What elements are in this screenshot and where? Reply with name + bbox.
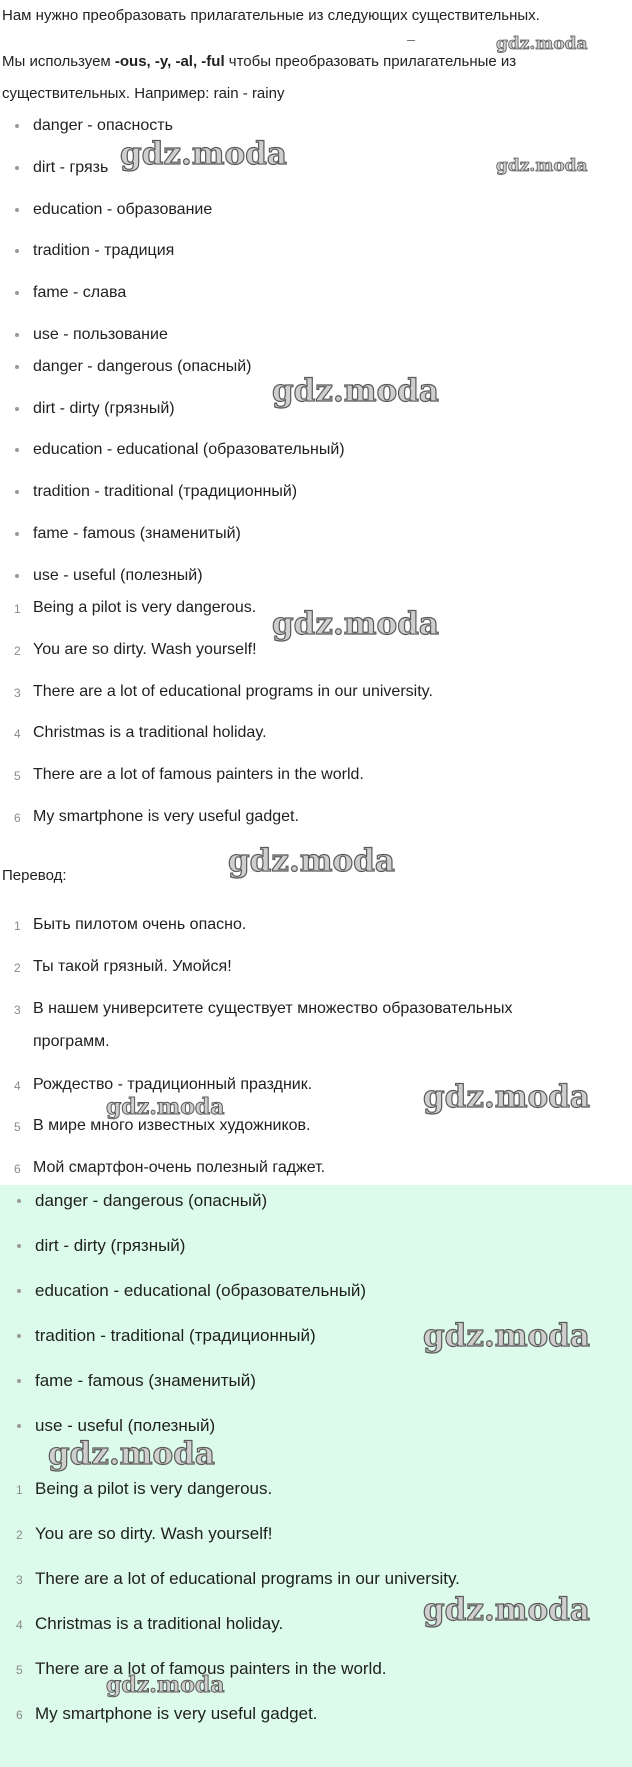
bullet-icon <box>17 1379 21 1383</box>
watermark: gdz.moda <box>496 156 588 176</box>
watermark: gdz.moda <box>272 373 439 409</box>
bullet-icon <box>15 166 19 170</box>
page: Нам нужно преобразовать прилагательные из следующих существительных. Мы используем -ous, -y, -al, -ful чтобы преобразовать прилагательные из существительных. Например: rain - rainy danger - опасность dirt - грязь education - образование tradition - традиция fame - слава use - пользование danger - dangerous (опасный) dirt - dirty (грязный) education - educational (образовательный) tradition - traditional (традиционный) fame - famous (знаменитый) use - useful (полезный) 1 Being a pilot is very dangerous. 2 You are so dirty. Wash yourself! 3 There are a lot of educational programs in our university. 4 Christmas is a traditional holiday. 5 There are a lot of famous painters in the world. 6 My smartphone is very useful gadget. Перевод: 1 Быть пилотом очень опасно. 2 Ты такой грязный. Умойся! 3 В нашем университете существует множество образовательных программ. 4 Рождество - традиционный праздник. 5 В мире много известных художников. 6 Мой смартфон-очень полезный гаджет. danger - dangerous (опасный) dirt - dirty (грязный) education - educational (образовательный) tradition - traditional (традиционный) fame - famous (знаменитый) use - useful (полезный) 1 Being a pilot is very dangerous. 2 You are so dirty. Wash yourself! 3 There are a lot of educational programs in our university. 4 Christmas is a traditional holiday. 5 There are a lot of famous painters in the world. 6 My smartphone is very useful gadget. gdz.moda gdz.moda gdz.moda gdz.moda gdz.moda gdz.moda gdz.moda gdz.moda gdz.moda gdz.moda gdz.moda gdz.moda <box>0 0 632 1767</box>
divider <box>407 40 415 41</box>
bullet-icon <box>15 124 19 128</box>
bullet-icon <box>17 1289 21 1293</box>
watermark: gdz.moda <box>423 1592 590 1628</box>
bullet-icon <box>15 333 19 337</box>
bullet-icon <box>15 407 19 411</box>
watermark: gdz.moda <box>106 1672 225 1698</box>
bullet-icon <box>15 291 19 295</box>
bullet-icon <box>17 1424 21 1428</box>
watermark: gdz.moda <box>106 1094 225 1120</box>
bullet-icon <box>15 365 19 369</box>
intro-line-3: существительных. Например: rain - rainy <box>2 85 285 102</box>
watermark: gdz.moda <box>48 1436 215 1472</box>
bullet-icon <box>15 448 19 452</box>
bullet-icon <box>17 1199 21 1203</box>
watermark: gdz.moda <box>423 1318 590 1354</box>
bullet-icon <box>15 574 19 578</box>
bullet-icon <box>17 1334 21 1338</box>
bullet-icon <box>15 490 19 494</box>
bullet-icon <box>15 249 19 253</box>
watermark: gdz.moda <box>496 34 588 54</box>
bullet-icon <box>15 532 19 536</box>
translation-label: Перевод: <box>2 867 67 884</box>
watermark: gdz.moda <box>120 136 287 172</box>
watermark: gdz.moda <box>272 606 439 642</box>
bullet-icon <box>17 1244 21 1248</box>
suffix-list: -ous, -y, -al, -ful <box>114 53 225 70</box>
intro-line-1: Нам нужно преобразовать прилагательные из следующих существительных. <box>2 7 540 24</box>
intro-line-2: Мы используем -ous, -y, -al, -ful чтобы преобразовать прилагательные из <box>2 53 517 70</box>
watermark: gdz.moda <box>423 1079 590 1115</box>
bullet-icon <box>15 208 19 212</box>
answer-panel <box>0 1185 632 1767</box>
watermark: gdz.moda <box>228 843 395 879</box>
